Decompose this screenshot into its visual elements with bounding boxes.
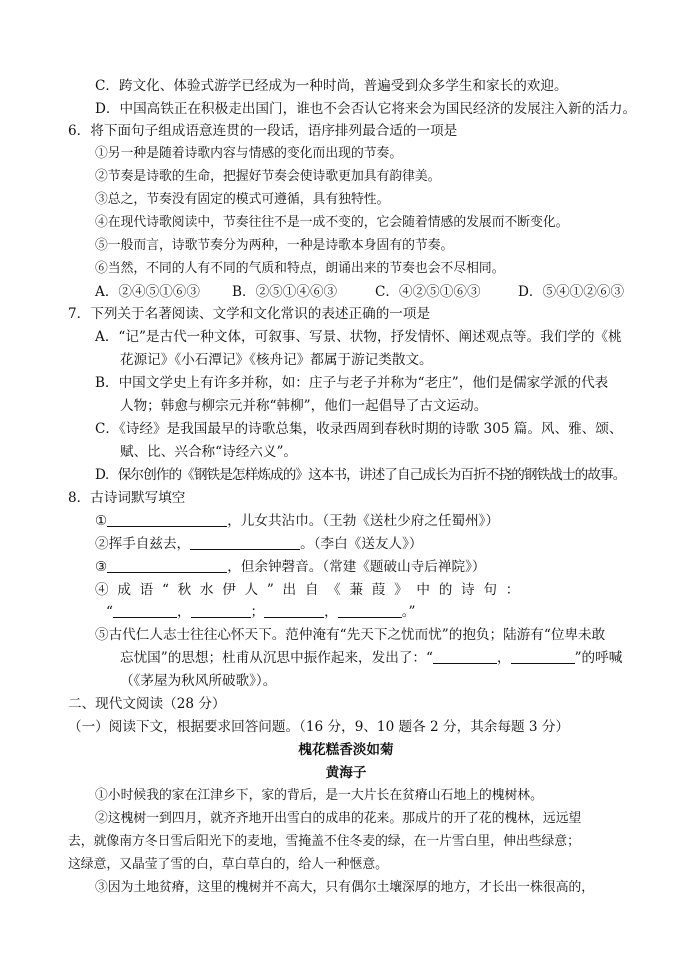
q8-line-7-end: ”的呼喊 <box>574 650 623 666</box>
q8-line-7-text: 忘忧国”的思想；杜甫从沉思中振作起来，发出了：“ <box>120 650 433 666</box>
q8-line-7 <box>120 649 622 667</box>
q7-option-c-line2: 赋、比、兴合称“诗经六义”。 <box>120 444 298 460</box>
q8-blank-5[interactable] <box>191 604 251 618</box>
q7-option-d: D．保尔创作的《钢铁是怎样炼成的》这本书，讲述了自己成长为百折不挠的钢铁战士的故事。 <box>95 467 626 483</box>
q8-line-2-end: 。（李白《送友人》） <box>300 536 423 552</box>
q8-line-3-text: ，但余钟磬音。（常建《题破山寺后禅院》） <box>227 559 486 575</box>
q8-line-4: ④ 成 语 “ 秋 水 伊 人 ” 出 自 《 蒹 葭 》 中 的 诗 句 ： <box>95 582 522 598</box>
q8-line-2 <box>95 535 423 553</box>
passage-paragraph-2-line2: 去，就像南方冬日雪后阳光下的麦地，雪掩盖不住冬麦的绿，在一片雪白里，伸出些绿意； <box>68 834 580 849</box>
q6-sentence-5: ⑤一般而言，诗歌节奏分为两种，一种是诗歌本身固有的节奏。 <box>95 238 454 253</box>
section-instructions: （一）阅读下文，根据要求回答问题。（16 分，9、10 题各 2 分，其余每题 3 分） <box>68 719 570 735</box>
q8-blank-9[interactable] <box>511 650 575 664</box>
q8-open-quote: “ <box>106 604 113 620</box>
q8-line-7-comma: ， <box>496 650 511 666</box>
q5-option-c: C．跨文化、体验式游学已经成为一种时尚，普遍受到众多学生和家长的欢迎。 <box>95 78 568 94</box>
q5-option-d: D．中国高铁正在积极走出国门，谁也不会否认它将来会为国民经济的发展注入新的活力。 <box>95 101 637 117</box>
q6-option-a: A．②④⑤①⑥③ <box>95 284 200 300</box>
q8-blank-6[interactable] <box>264 604 324 618</box>
q7-option-a-line1: A．“记”是古代一种文体，可叙事、写景、状物，抒发情怀、阐述观点等。我们学的《桃 <box>95 329 622 345</box>
section-heading: 二、现代文阅读（28 分） <box>68 696 226 712</box>
passage-paragraph-3: ③因为土地贫瘠，这里的槐树并不高大，只有偶尔土壤深厚的地方，才长出一株很高的， <box>95 880 595 895</box>
q8-line-2-text: ②挥手自兹去， <box>95 536 191 552</box>
q6-stem: 6．将下面句子组成语意连贯的一段话，语序排列最合适的一项是 <box>68 123 458 139</box>
q8-line-5 <box>106 603 415 621</box>
q6-option-c: C．④②⑤①⑥③ <box>375 284 481 300</box>
q8-close-quote: 。” <box>401 604 416 620</box>
q8-line-6: ⑤古代仁人志士往往心怀天下。范仲淹有“先天下之忧而忧”的抱负；陆游有“位卑未敢 <box>95 627 606 643</box>
q7-option-a-line2: 花源记》《小石潭记》《核舟记》都属于游记类散文。 <box>120 352 433 368</box>
q8-blank-4[interactable] <box>113 604 177 618</box>
q8-stem: 8．古诗词默写填空 <box>68 490 186 506</box>
passage-paragraph-2-line3: 这绿意，又晶莹了雪的白，草白草白的，给人一种惬意。 <box>68 857 388 872</box>
q7-stem: 7．下列关于名著阅读、文学和文化常识的表述正确的一项是 <box>68 306 431 322</box>
passage-paragraph-1: ①小时候我的家在江津乡下，家的背后，是一大片长在贫瘠山石地上的槐树林。 <box>95 788 543 803</box>
q8-line-1-text: ，儿女共沾巾。（王勃《送杜少府之任蜀州》） <box>227 513 500 529</box>
q6-sentence-6: ⑥当然，不同的人有不同的气质和特点，朗诵出来的节奏也会不尽相同。 <box>95 261 505 276</box>
q8-comma-2: ， <box>324 604 338 620</box>
q7-option-b-line2: 人物；韩愈与柳宗元并称“韩柳”，他们一起倡导了古文运动。 <box>120 398 488 414</box>
passage-title: 槐花糕香淡如菊 <box>298 742 394 758</box>
q8-blank-2[interactable] <box>190 536 300 550</box>
q6-sentence-4: ④在现代诗歌阅读中，节奏往往不是一成不变的，它会随着情感的发展而不断变化。 <box>95 215 569 230</box>
q8-blank-8[interactable] <box>433 650 497 664</box>
q8-blank-1[interactable] <box>107 513 227 527</box>
q8-line-3-number: ③ <box>95 559 108 575</box>
q7-option-b-line1: B．中国文学史上有许多并称，如：庄子与老子并称为“老庄”，他们是儒家学派的代表 <box>95 375 609 391</box>
q8-blank-3[interactable] <box>107 559 227 573</box>
q8-blank-7[interactable] <box>338 604 402 618</box>
q6-option-b: B．②⑤①④⑥③ <box>232 284 338 300</box>
q6-sentence-3: ③总之，节奏没有固定的模式可遵循，具有独特性。 <box>95 192 390 207</box>
q8-line-1-number: ① <box>95 513 108 529</box>
q6-sentence-2: ②节奏是诗歌的生命，把握好节奏会使诗歌更加具有韵律美。 <box>95 169 441 184</box>
q8-semicolon: ； <box>250 604 265 620</box>
q8-line-3 <box>95 558 485 576</box>
q8-line-1 <box>95 512 499 530</box>
q7-option-c-line1: C．《诗经》是我国最早的诗歌总集，收录西周到春秋时期的诗歌 305 篇。风、雅、颂、 <box>95 421 623 437</box>
passage-paragraph-2-line1: ②这槐树一到四月，就齐齐地开出雪白的成串的花来。那成片的开了花的槐林，远远望 <box>95 811 582 826</box>
q6-option-d: D．⑤④①②⑥③ <box>518 284 625 300</box>
q8-comma-1: ， <box>176 604 191 620</box>
passage-author: 黄海子 <box>325 765 367 781</box>
q6-sentence-1: ①另一种是随着诗歌内容与情感的变化而出现的节奏。 <box>95 146 403 161</box>
q8-line-8: （《茅屋为秋风所破歌》）。 <box>120 673 277 689</box>
